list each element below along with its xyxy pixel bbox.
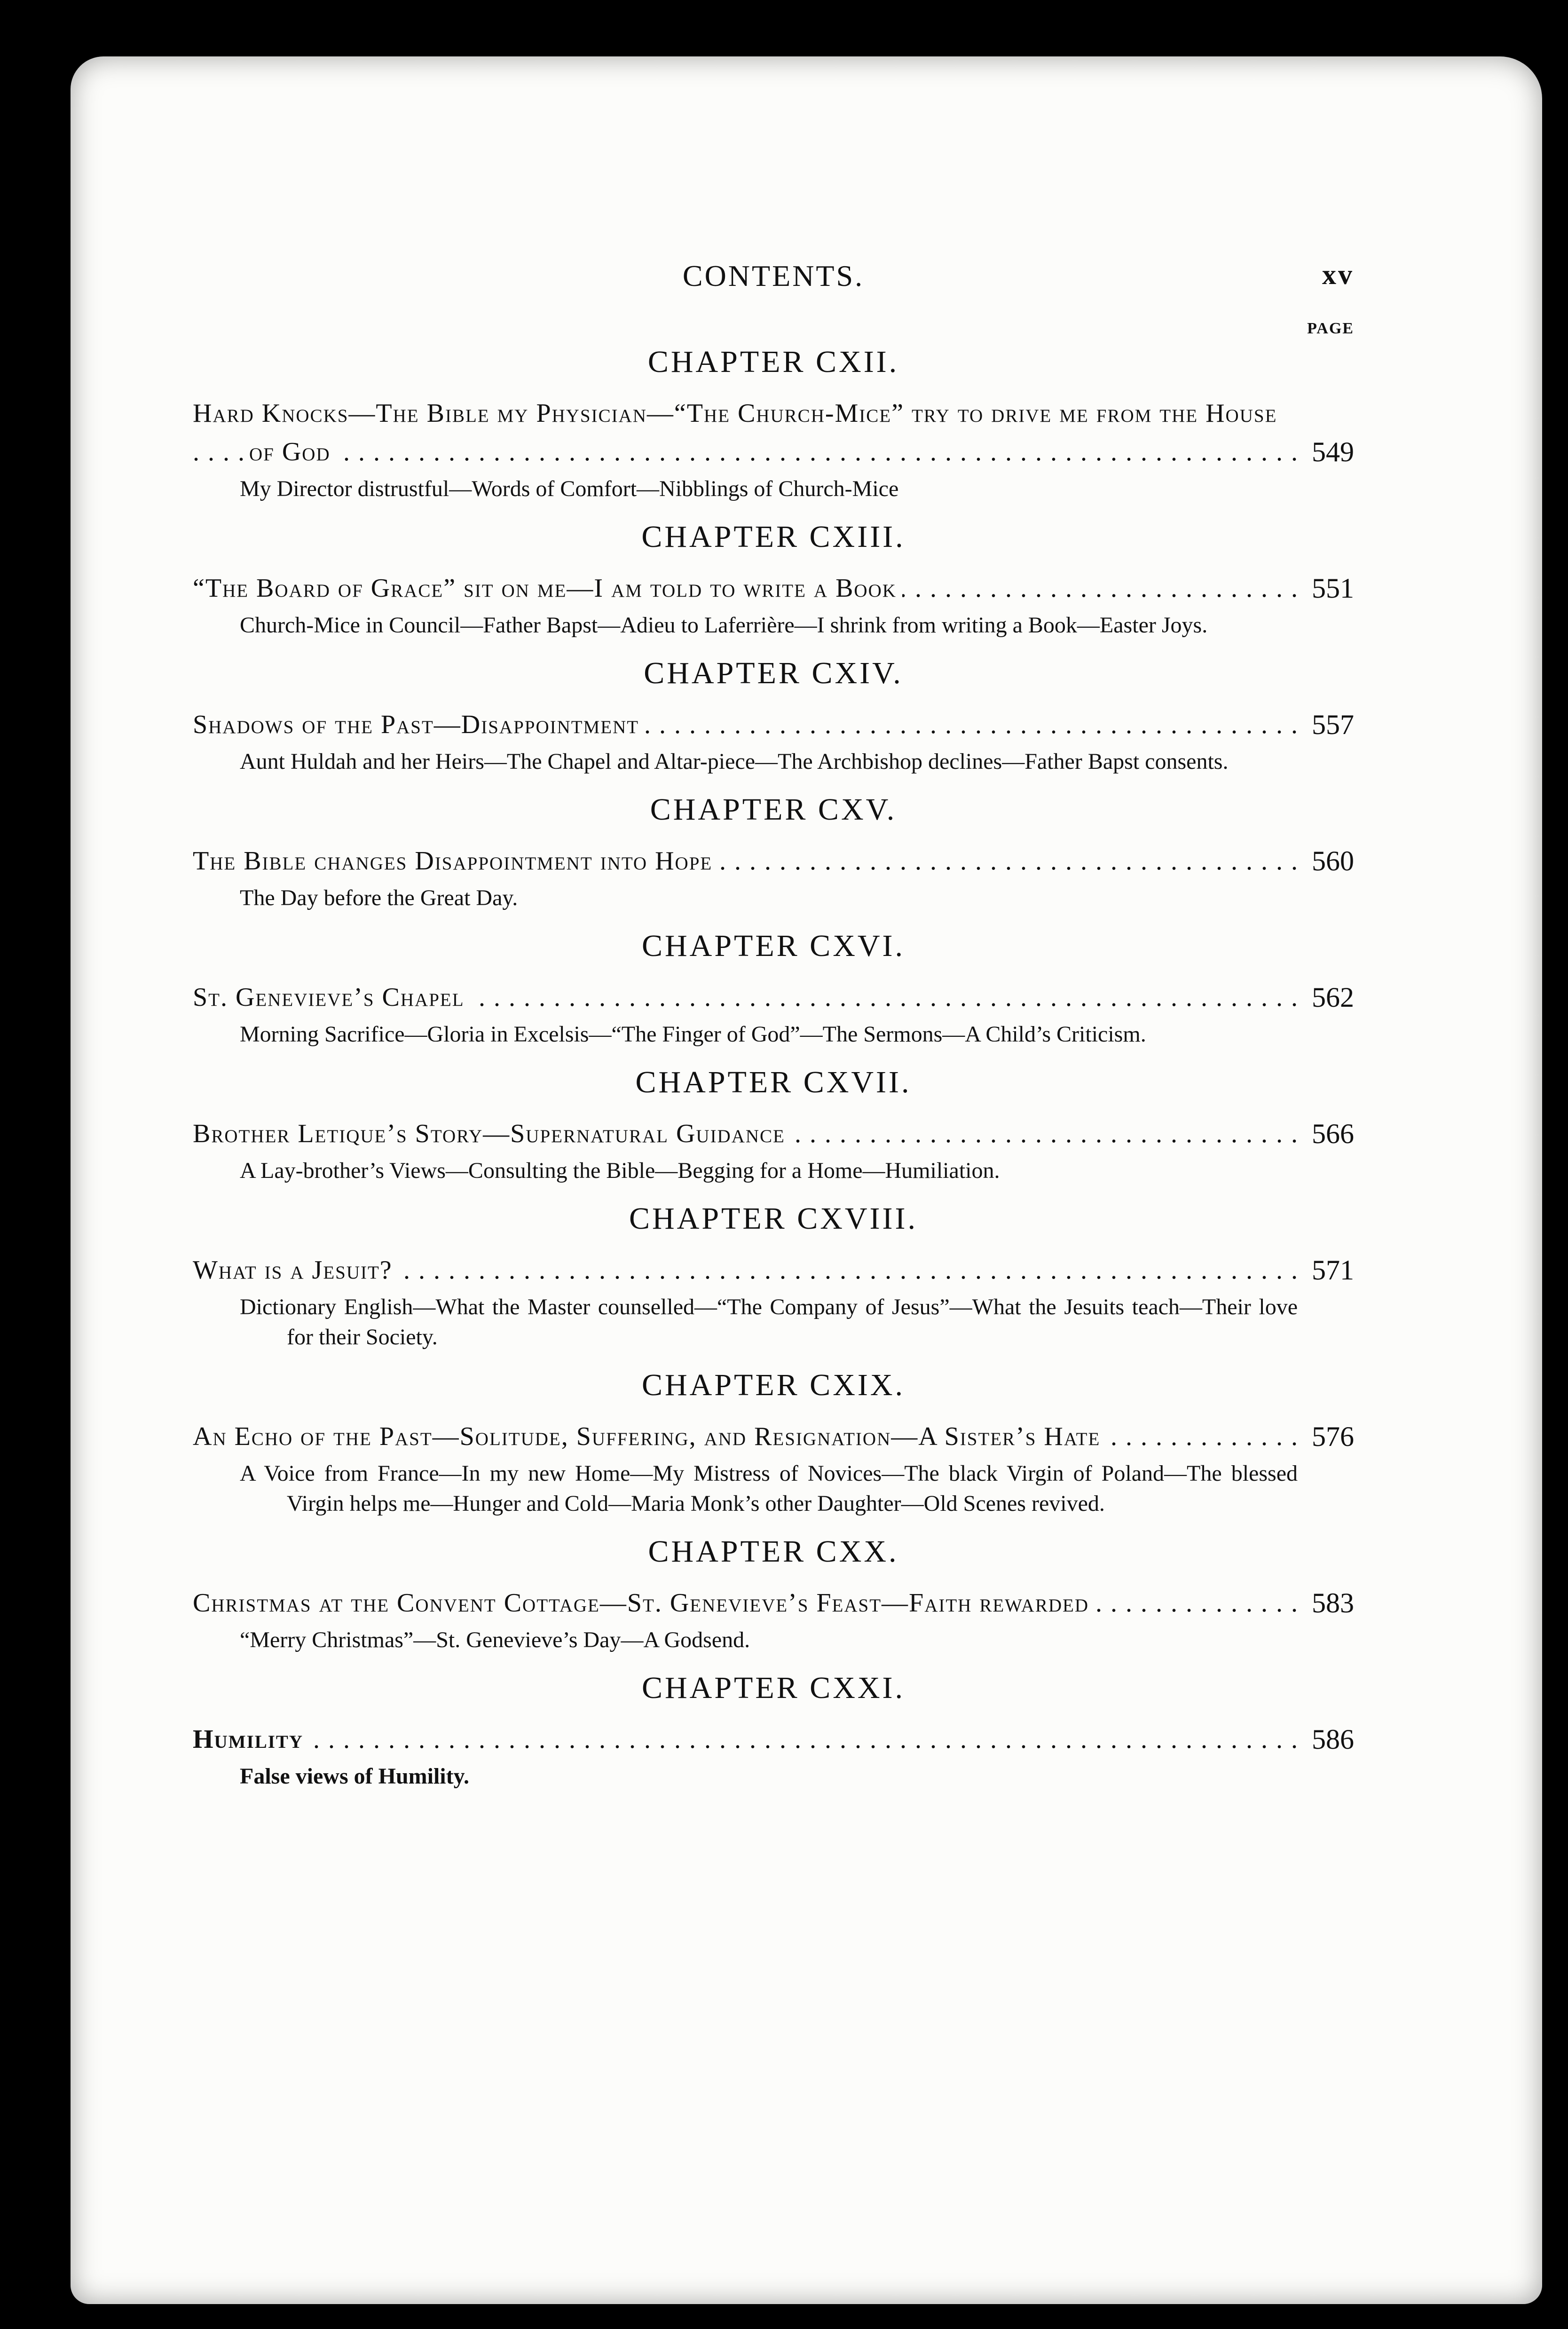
page-title: CONTENTS. bbox=[682, 259, 865, 292]
chapter-summary: My Director distrustful—Words of Comfort—Nibblings of Church-Mice bbox=[240, 476, 899, 501]
contents-page bbox=[193, 259, 1354, 1806]
chapter-summary: Morning Sacrifice—Gloria in Excelsis—“The Finger of God”—The Sermons—A Child’s Criticism. bbox=[240, 1022, 1146, 1047]
chapter-title: CHAPTER CXIV. bbox=[644, 656, 903, 690]
chapter-summary: Church-Mice in Council—Father Bapst—Adieu to Laferrière—I shrink from writing a Book—Easter Joys. bbox=[240, 613, 1208, 638]
chapter-heading-line bbox=[193, 705, 1354, 744]
chapter-heading: Christmas at the Convent Cottage—St. Genevieve’s Feast—Faith rewarded bbox=[193, 1588, 1095, 1618]
chapter-title: CHAPTER CXIII. bbox=[641, 520, 906, 554]
chapter-heading-line bbox=[193, 1114, 1354, 1153]
chapter-heading-line bbox=[193, 1584, 1354, 1622]
chapter-page-number: 571 bbox=[1312, 1255, 1354, 1286]
chapter-page-number: 549 bbox=[1312, 436, 1354, 467]
chapter-entry bbox=[193, 791, 1354, 913]
chapter-page-number: 557 bbox=[1312, 709, 1354, 740]
chapter-entry bbox=[193, 1064, 1354, 1186]
chapter-title: CHAPTER CXVIII. bbox=[629, 1201, 918, 1236]
chapter-heading: Brother Letique’s Story—Supernatural Guidance bbox=[193, 1119, 791, 1148]
chapter-summary: False views of Humility. bbox=[240, 1764, 469, 1789]
running-head bbox=[193, 259, 1354, 315]
chapter-page-number: 583 bbox=[1312, 1587, 1354, 1618]
chapter-title: CHAPTER CXV. bbox=[650, 792, 897, 827]
chapter-summary: Aunt Huldah and her Heirs—The Chapel and Altar-piece—The Archbishop declines—Father Bapst consents. bbox=[240, 749, 1229, 774]
chapter-heading: The Bible changes Disappointment into Hope bbox=[193, 846, 718, 876]
chapter-page-number: 576 bbox=[1312, 1421, 1354, 1452]
chapter-heading: An Echo of the Past—Solitude, Suffering, and Resignation—A Sister’s Hate bbox=[193, 1422, 1106, 1451]
chapter-title: CHAPTER CXIX. bbox=[641, 1368, 906, 1402]
chapter-summary: A Voice from France—In my new Home—My Mistress of Novices—The black Virgin of Poland—The blessed Virgin helps me—Hunger and Cold—Maria Monk’s other Daughter—Old Scenes revived. bbox=[240, 1461, 1298, 1516]
chapter-entry bbox=[193, 343, 1354, 504]
chapter-heading: Hard Knocks—The Bible my Physician—“The Church-Mice” try to drive me from the House of God bbox=[193, 399, 1277, 466]
chapter-heading: St. Genevieve’s Chapel bbox=[193, 983, 470, 1012]
chapter-summary: “Merry Christmas”—St. Genevieve’s Day—A Godsend. bbox=[240, 1627, 750, 1652]
chapter-title: CHAPTER CXVI. bbox=[641, 929, 906, 963]
chapter-heading: What is a Jesuit? bbox=[193, 1255, 398, 1285]
book-gutter bbox=[0, 0, 66, 2329]
chapter-summary: Dictionary English—What the Master counselled—“The Company of Jesus”—What the Jesuits teach—Their love for their Society. bbox=[240, 1295, 1298, 1350]
chapter-entry bbox=[193, 1669, 1354, 1792]
chapter-entry bbox=[193, 1200, 1354, 1352]
chapter-page-number: 560 bbox=[1312, 845, 1354, 876]
chapter-page-number: 551 bbox=[1312, 573, 1354, 604]
chapter-heading: Humility bbox=[193, 1725, 309, 1754]
chapter-heading-line bbox=[193, 394, 1354, 471]
chapter-heading-line bbox=[193, 569, 1354, 608]
chapter-title: CHAPTER CXX. bbox=[648, 1534, 899, 1569]
chapter-heading: “The Board of Grace” sit on me—I am told to write a Book bbox=[193, 574, 902, 603]
chapter-page-number: 586 bbox=[1312, 1724, 1354, 1755]
chapter-heading: Shadows of the Past—Disappointment bbox=[193, 710, 645, 739]
chapter-title: CHAPTER CXII. bbox=[647, 345, 899, 379]
chapter-summary: A Lay-brother’s Views—Consulting the Bible—Begging for a Home—Humiliation. bbox=[240, 1158, 1000, 1183]
chapter-heading-line bbox=[193, 842, 1354, 880]
chapter-entry bbox=[193, 1366, 1354, 1519]
chapter-heading-line bbox=[193, 978, 1354, 1017]
chapter-entry bbox=[193, 1533, 1354, 1655]
chapter-entry bbox=[193, 518, 1354, 640]
book-page bbox=[71, 56, 1542, 2304]
chapter-page-number: 566 bbox=[1312, 1118, 1354, 1149]
chapter-title: CHAPTER CXXI. bbox=[641, 1671, 906, 1705]
chapter-page-number: 562 bbox=[1312, 982, 1354, 1013]
folio-number: xv bbox=[1322, 259, 1354, 290]
chapter-heading-line bbox=[193, 1417, 1354, 1456]
chapter-heading-line bbox=[193, 1720, 1354, 1759]
page-column-label: PAGE bbox=[1307, 320, 1354, 337]
chapter-title: CHAPTER CXVII. bbox=[635, 1065, 912, 1099]
chapter-heading-line bbox=[193, 1251, 1354, 1289]
chapter-entry bbox=[193, 655, 1354, 777]
chapter-summary: The Day before the Great Day. bbox=[240, 885, 518, 910]
chapter-entry bbox=[193, 927, 1354, 1050]
